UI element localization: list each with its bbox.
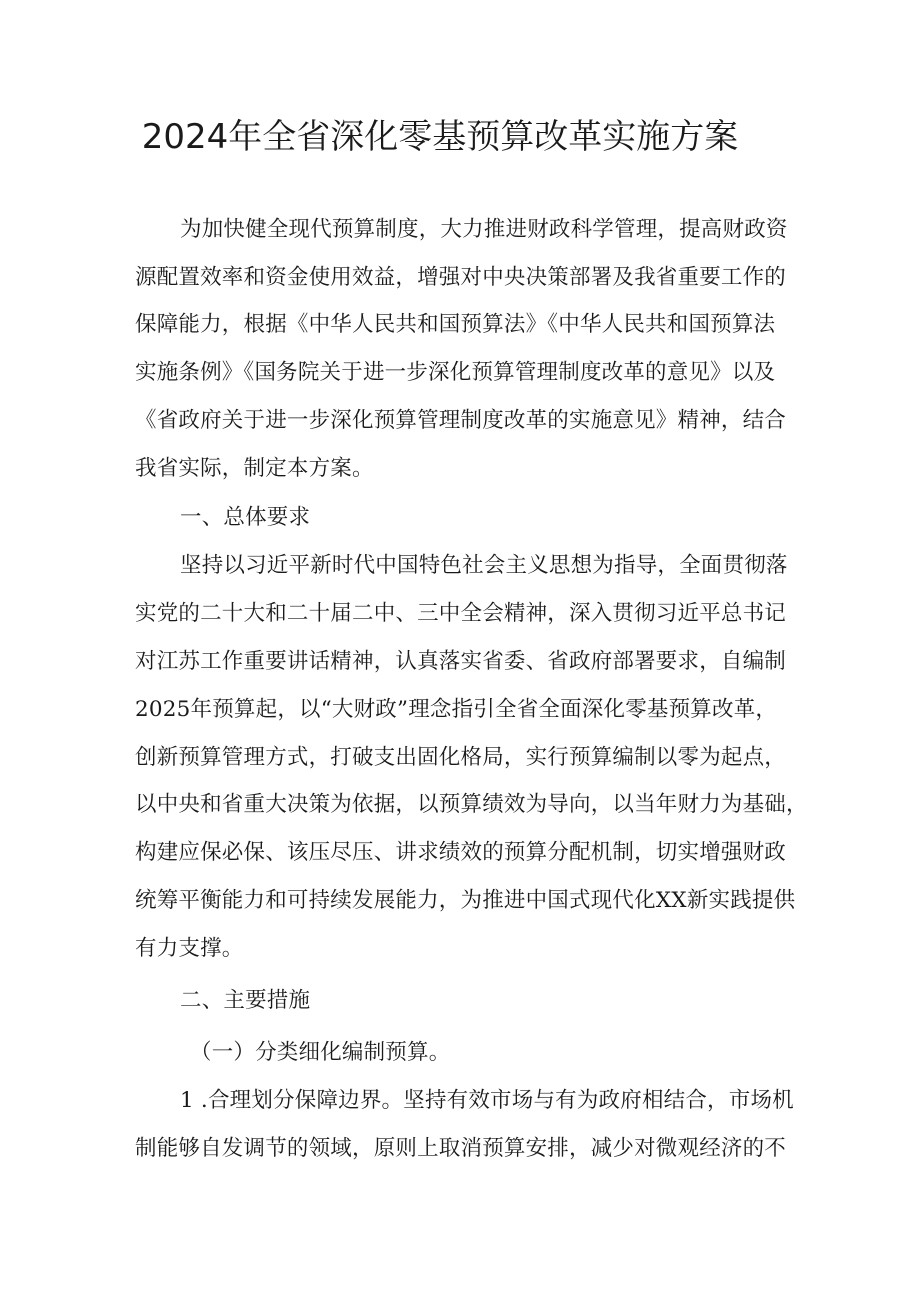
- section-heading: 一、总体要求: [180, 505, 311, 530]
- text-line: 1 .合理划分保障边界。坚持有效市场与有为政府相结合，市场机: [180, 1088, 794, 1113]
- text-line: 我省实际，制定本方案。: [135, 456, 374, 481]
- text-line: 构建应保必保、该压尽压、讲求绩效的预算分配机制，切实增强财政: [135, 840, 787, 865]
- text-line: 统筹平衡能力和可持续发展能力，为推进中国式现代化XX新实践提供: [135, 888, 796, 913]
- document-title: 2024年全省深化零基预算改革实施方案: [141, 117, 739, 157]
- text-line: 制能够自发调节的领域，原则上取消预算安排，减少对微观经济的不: [135, 1136, 787, 1161]
- text-line: 《省政府关于进一步深化预算管理制度改革的实施意见》精神，结合: [135, 408, 787, 433]
- text-line: 实施条例》《国务院关于进一步深化预算管理制度改革的意见》以及: [135, 360, 776, 385]
- text-line: 2025年预算起，以“大财政”理念指引全省全面深化零基预算改革，: [135, 697, 778, 722]
- text-line: 保障能力，根据《中华人民共和国预算法》《中华人民共和国预算法: [135, 312, 776, 337]
- text-line: 创新预算管理方式，打破支出固化格局，实行预算编制以零为起点，: [135, 745, 787, 770]
- text-line: 对江苏工作重要讲话精神，认真落实省委、省政府部署要求，自编制: [135, 649, 787, 674]
- text-line: 有力支撑。: [135, 936, 244, 961]
- text-line: 为加快健全现代预算制度，大力推进财政科学管理，提高财政资: [180, 217, 788, 242]
- text-line: 源配置效率和资金使用效益，增强对中央决策部署及我省重要工作的: [135, 265, 787, 290]
- text-line: 坚持以习近平新时代中国特色社会主义思想为指导，全面贯彻落: [180, 553, 788, 578]
- text-line: 实党的二十大和二十届二中、三中全会精神，深入贯彻习近平总书记: [135, 601, 787, 626]
- subsection-heading: （一）分类细化编制预算。: [190, 1040, 451, 1065]
- section-heading: 二、主要措施: [180, 988, 311, 1013]
- text-line: 以中央和省重大决策为依据，以预算绩效为导向，以当年财力为基础，: [135, 792, 808, 817]
